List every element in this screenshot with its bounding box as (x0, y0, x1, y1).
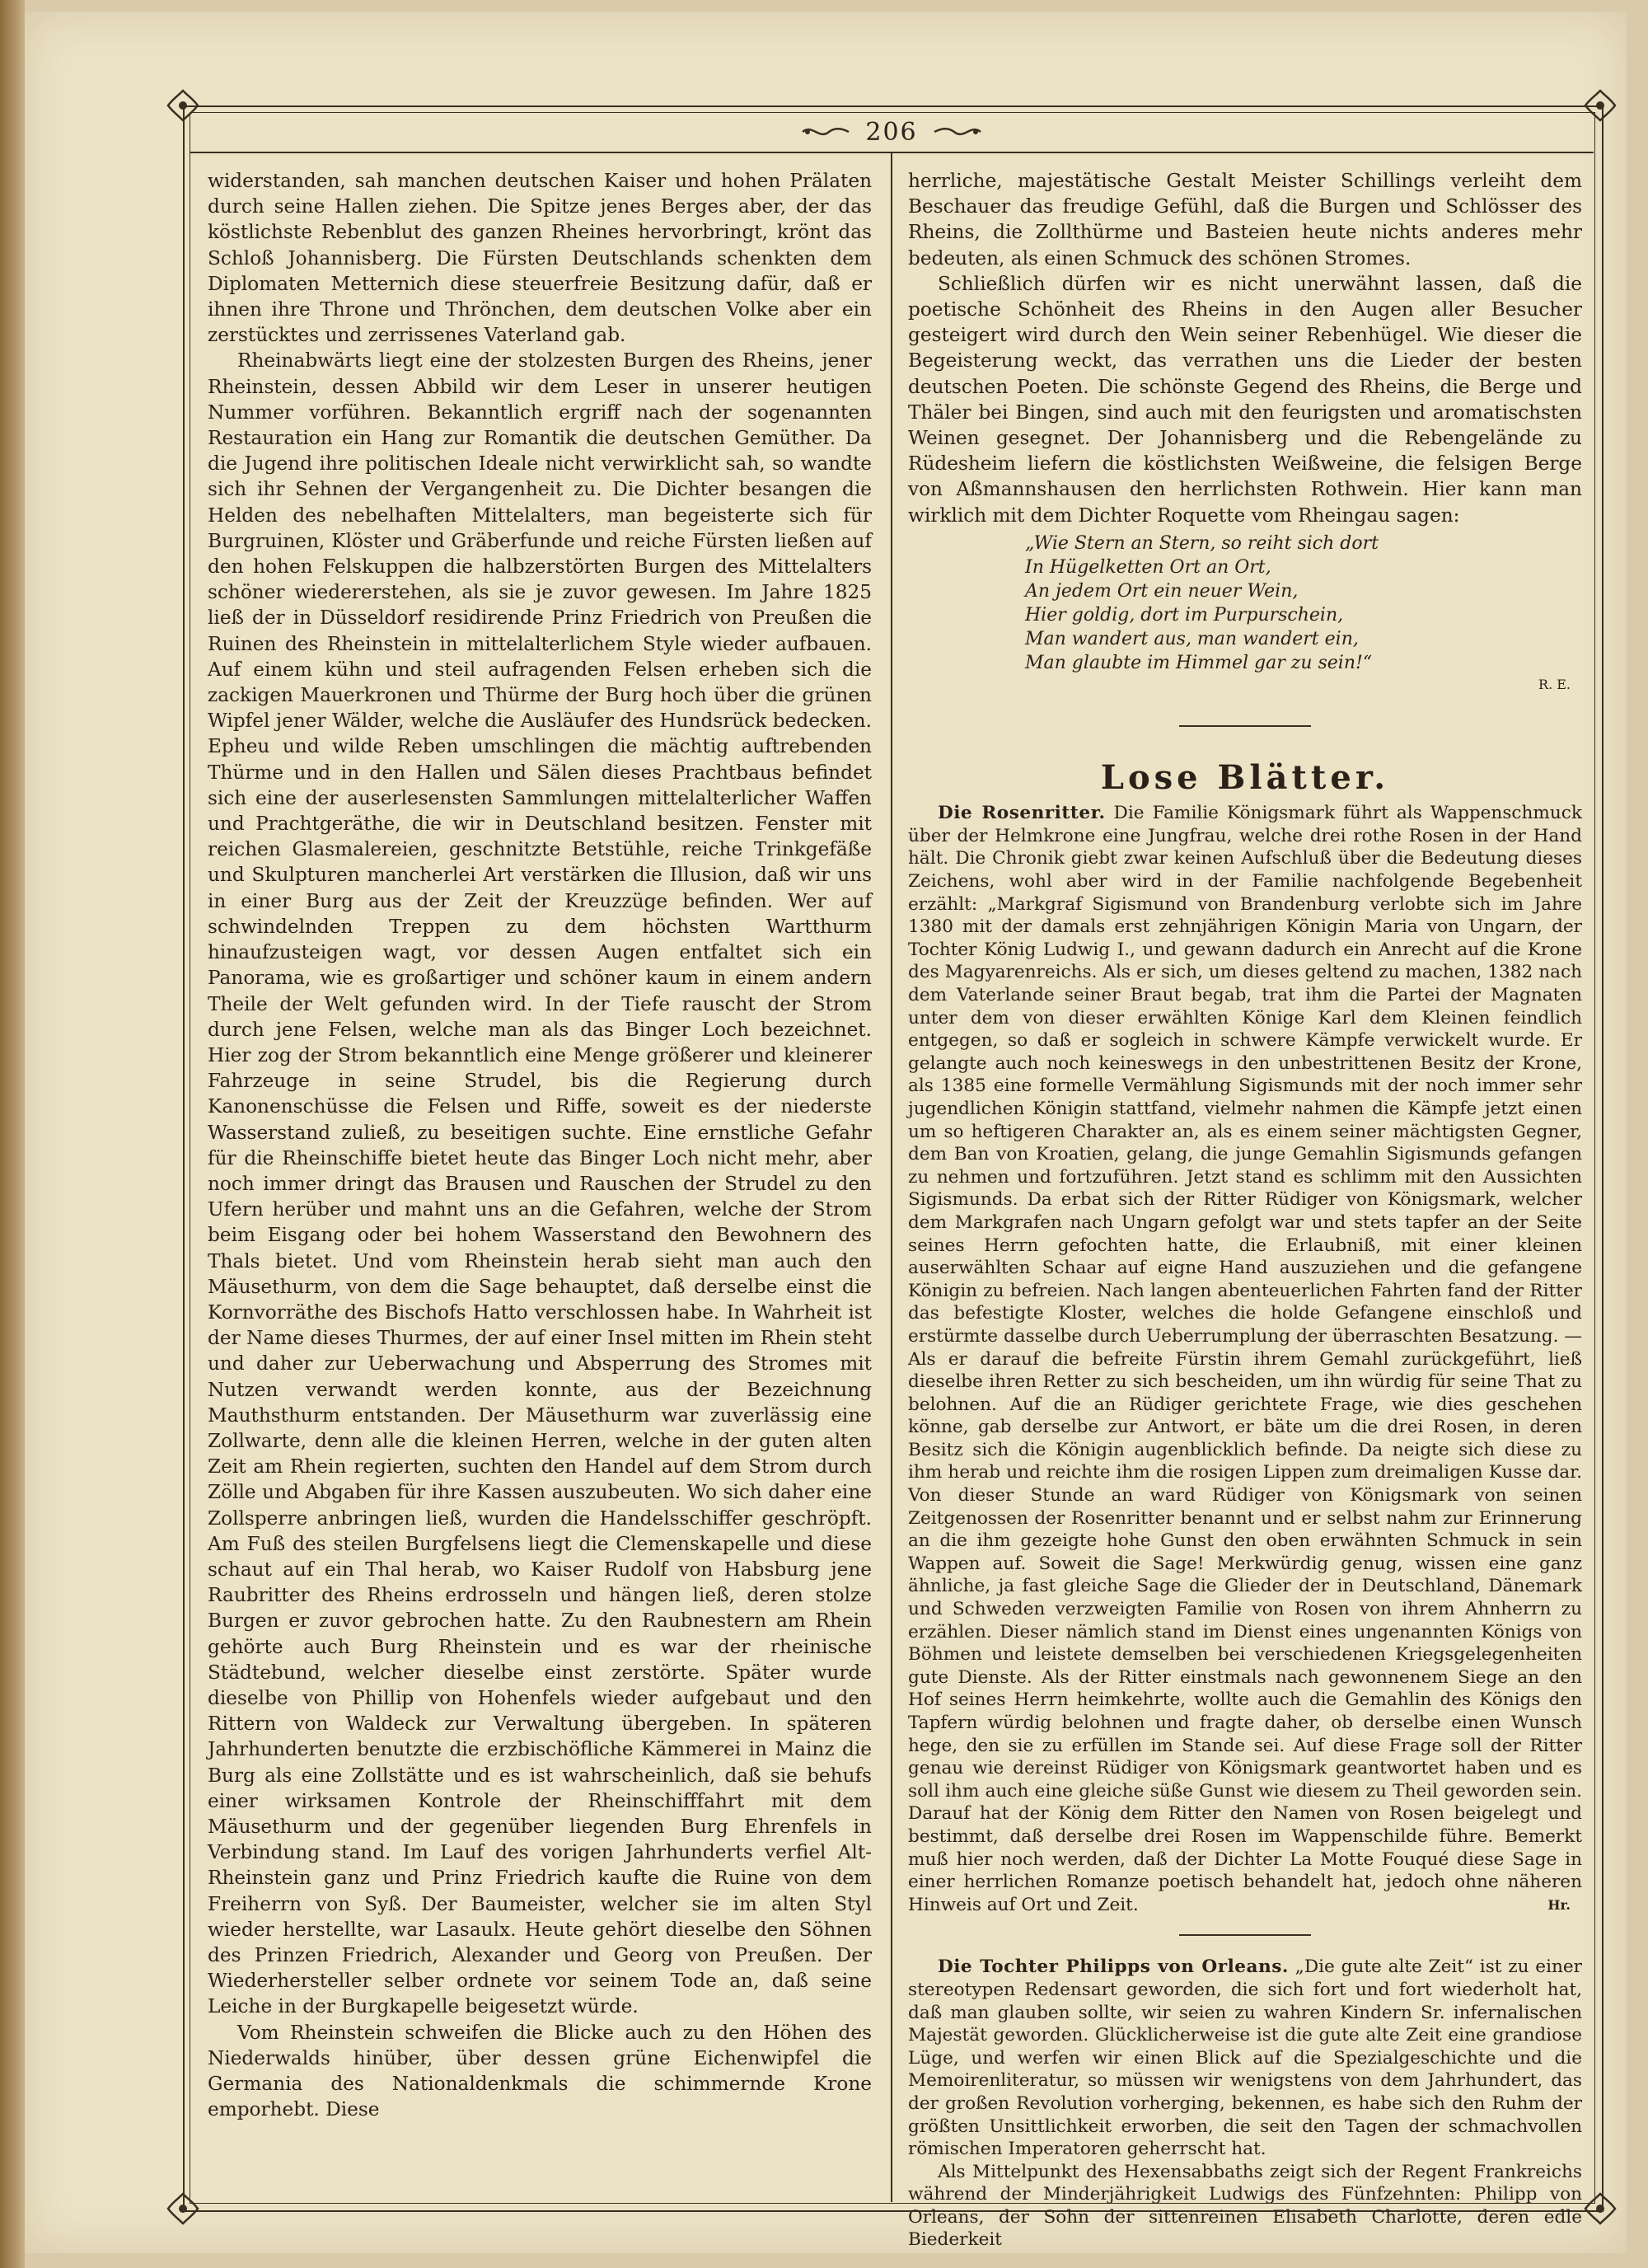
header-flourish-icon (801, 124, 850, 140)
paragraph: Rheinabwärts liegt eine der stolzesten Burgen des Rheins, jener Rheinstein, dessen Abbild wir dem Leser in unserer heutigen Nummer vorführen. Bekanntlich ergriff nach der sogenannten Restauration ein Hang zur Romantik die deutschen Gemüther. Da die Jugend ihre politischen Ideale nicht verwirklicht sah, so wandte sich ihr Sehnen der Vergangenheit zu. Die Dichter besangen die Helden des nebelhaften Mittelalters, man begeisterte sich für Burgruinen, Klöster und Gräberfunde und reiche Fürsten ließen auf den hohen Felskuppen die halbzerstörten Burgen des Mittelalters schöner wiedererstehen, als sie je zuvor gewesen. Im Jahre 1825 ließ der in Düsseldorf residirende Prinz Friedrich von Preußen die Ruinen des Rheinstein in mittelalterlichem Style wieder aufbauen. Auf einem kühn und steil aufragenden Felsen erheben sich die zackigen Mauerkronen und Thürme der Burg hoch über die grünen Wipfel jener Wälder, welche die Ausläufer des Hundsrück bedecken. Epheu und wilde Reben umschlingen die mächtig auftrebenden Thürme und in den Hallen und Sälen dieses Prachtbaus befindet sich eine der auserlesensten Sammlungen mittelalterlicher Waffen und Prachtgeräthe, die wir in Deutschland besitzen. Fenster mit reichen Glasmalereien, geschnitzte Betstühle, reiche Trinkgefäße und Skulpturen mancherlei Art verstärken die Illusion, daß wir uns in einer Burg aus der Zeit der Kreuzzüge befinden. Wer auf schwindelnden Treppen zu dem höchsten Wartthurm hinaufzusteigen wagt, vor dessen Augen entfaltet sich ein Panorama, wie es großartiger und schöner kaum in einem andern Theile der Welt gefunden wird. In der Tiefe rauscht der Strom durch jene Felsen, welche man als das Binger Loch bezeichnet. Hier zog der Strom bekanntlich eine Menge größerer und kleinerer Fahrzeuge in seine Strudel, bis die Regierung durch Kanonenschüsse die Felsen und Riffe, soweit es der niederste Wasserstand zuließ, zu beseitigen suchte. Eine ernstliche Gefahr für die Rheinschiffe bietet heute das Binger Loch nicht mehr, aber noch immer dringt das Brausen und Rauschen der Strudel zu den Ufern herüber und mahnt uns an die Gefahren, welche der Strom beim Eisgang oder bei hohem Wasserstand den Bewohnern des Thals bietet. Und vom Rheinstein herab sieht man auch den Mäusethurm, von dem die Sage behauptet, daß derselbe einst die Kornvorräthe des Bischofs Hatto verschlossen habe. In Wahrheit ist der Name dieses Thurmes, der auf einer Insel mitten im Rhein steht und daher zur Ueberwachung und Absperrung des Stromes mit Nutzen verwandt werden konnte, aus der Bezeichnung Mauthsthurm entstanden. Der Mäusethurm war zuverlässig eine Zollwarte, denn alle die kleinen Herren, welche in der guten alten Zeit am Rhein regierten, suchten den Handel auf dem Strom durch Zölle und Abgaben für ihre Kassen auszubeuten. Wo sich daher eine Zollsperre anbringen ließ, wurden die Handelsschiffer geschröpft. Am Fuß des steilen Burgfelsens liegt die Clemenskapelle und diese schaut auf ein Thal herab, wo Kaiser Rudolf von Habsburg jene Raubritter des Rheins erdrosseln und hängen ließ, deren stolze Burgen er zuvor gebrochen hatte. Zu den Raubnestern am Rhein gehörte auch Burg Rheinstein und es war der rheinische Städtebund, welcher dieselbe einst zerstörte. Später wurde dieselbe von Phillip von Hohenfels wieder aufgebaut und den Rittern von Waldeck zur Verwaltung übergeben. In späteren Jahrhunderten benutzte die erzbischöfliche Kämmerei in Mainz die Burg als eine Zollstätte und es ist wahrscheinlich, daß sie behufs einer wirksamen Kontrole der Rheinschifffahrt mit dem Mäusethurm und der gegenüber liegenden Burg Ehrenfels in Verbindung stand. Im Lauf des vorigen Jahrhunderts verfiel Alt-Rheinstein ganz und Prinz Friedrich kaufte die Ruine von dem Freiherrn von Syß. Der Baumeister, welcher sie im alten Styl wieder herstellte, war Lasaulx. Heute gehört dieselbe den Söhnen des Prinzen Friedrich, Alexander und Georg von Preußen. Der Wiederhersteller selber ordnete vor seinem Tode an, daß seine Leiche in der Burgkapelle beigesetzt würde. (208, 349, 872, 2018)
poem (1025, 532, 1582, 675)
article-tochter (908, 1956, 1582, 2160)
page-number: 206 (865, 117, 918, 147)
article-author: Hr. (1547, 1896, 1571, 1913)
paragraph: herrliche, majestätische Gestalt Meister Schillings verleiht dem Beschauer das freudige Gefühl, daß die Burgen und Schlösser des Rheins, die Zollthürme und Basteien heute nichts anderes mehr bedeuten, als einen Schmuck des schönen Stromes. (908, 170, 1582, 269)
poem-signature: R. E. (1538, 676, 1571, 692)
article-divider (1179, 1934, 1311, 1936)
column-divider (891, 153, 892, 2202)
poem-line: An jedem Ort ein neuer Wein, (1025, 580, 1299, 602)
paragraph: widerstanden, sah manchen deutschen Kaiser und hohen Prälaten durch seine Hallen ziehen. Die Spitze jenes Berges aber, der das köstlichste Rebenblut des ganzen Rheines hervorbringt, krönt das Schloß Johannisberg. Die Fürsten Deutschlands schenkten dem Diplomaten Metternich diese steuerfreie Besitzung dafür, daß er ihnen ihre Throne und Thrönchen, dem deutschen Volke aber ein zerstücktes und zerrissenes Vaterland gab. (208, 170, 872, 347)
header-flourish-icon (933, 124, 982, 140)
poem-line: Hier goldig, dort im Purpurschein, (1025, 604, 1344, 626)
section-title: Lose Blätter. (1100, 758, 1390, 798)
poem-line: „Wie Stern an Stern, so reiht sich dort (1025, 532, 1379, 554)
page-header (190, 112, 1594, 153)
section-divider (1179, 725, 1311, 727)
paragraph: Vom Rheinstein schweifen die Blicke auch zu den Höhen des Niederwalds hinüber, über dessen grüne Eichenwipfel die Germania des Nationaldenkmals die schimmernde Krone emporhebt. Diese (208, 2021, 872, 2121)
article-title: Die Tochter Philipps von Orleans. (938, 1956, 1289, 1978)
article-title: Die Rosenritter. (938, 803, 1106, 824)
corner-ornament-icon (1582, 2191, 1618, 2227)
poem-line: Man glaubte im Himmel gar zu sein!“ (1025, 652, 1373, 673)
poem-line: In Hügelketten Ort an Ort, (1025, 556, 1271, 578)
paragraph: Schließlich dürfen wir es nicht unerwähnt lassen, daß die poetische Schönheit des Rheins in den Augen aller Besucher gesteigert wird durch den Wein seiner Rebenhügel. Wie dieser die Begeisterung weckt, das verrathen uns die Lieder der besten deutschen Poeten. Die schönste Gegend des Rheins, die Berge und Thäler bei Bingen, sind auch mit den feurigsten und aromatischsten Weinen gesegnet. Der Johannisberg und die Rebengelände zu Rüdesheim liefern die köstlichsten Weißweine, die felsigen Berge von Aßmannshausen den herrlichsten Rothwein. Hier kann man wirklich mit dem Dichter Roquette vom Rheingau sagen: (908, 272, 1582, 527)
paragraph: Als Mittelpunkt des Hexensabbaths zeigt sich der Regent Frankreichs während der Minderjährigkeit Ludwigs des Fünfzehnten: Philipp von Orleans, der Sohn der sittenreinen Elisabeth Charlotte, deren edle Biederkeit (908, 2161, 1582, 2251)
article-text: Die Familie Königsmark führt als Wappenschmuck über der Helmkrone eine Jungfrau, welche drei rothe Rosen in der Hand hält. Die Chronik giebt zwar keinen Aufschluß über die Bedeutung dieses Zeichens, wohl aber wird in der Familie nachfolgende Begebenheit erzählt: „Markgraf Sigismund von Brandenburg verlobte sich im Jahre 1380 mit der damals erst zehnjährigen Königin Maria von Ungarn, der Tochter König Ludwig I., und gewann dadurch ein Anrecht auf die Krone des Magyarenreichs. Als er sich, um dieses geltend zu machen, 1382 nach dem Vaterlande seiner Braut begab, trat ihm die Partei der Magnaten unter dem von dieser erwählten Könige Karl dem Kleinen feindlich entgegen, so daß er sogleich in schwere Kämpfe verwickelt wurde. Er gelangte auch noch keineswegs in den unbestrittenen Besitz der Krone, als 1385 eine formelle Vermählung Sigismunds mit der noch immer sehr jugendlichen Königin stattfand, vielmehr nahmen die Kämpfe jetzt einen um so heftigeren Charakter an, als es einem seiner mächtigsten Gegner, dem Ban von Kroatien, gelang, die junge Gemahlin Sigismunds gefangen zu nehmen und fortzuführen. Jetzt stand es schlimm mit den Aussichten Sigismunds. Da erbat sich der Ritter Rüdiger von Königsmark, welcher dem Markgrafen nach Ungarn gefolgt war und stets tapfer an der Seite seines Herrn gefochten hatte, die Erlaubniß, mit einer kleinen auserwählten Schaar auf eigne Hand auszuziehen und die gefangene Königin zu befreien. Nach langen abenteuerlichen Fahrten fand der Ritter das befestigte Kloster, welches die holde Gefangene einschloß und erstürmte dasselbe durch Ueberrumplung der überraschten Besatzung. — Als er darauf die befreite Fürstin ihrem Gemahl zurückgeführt, ließ dieselbe ihren Retter zu sich bescheiden, um ihn würdig für seine That zu belohnen. Auf die an Rüdiger gerichtete Frage, wie dies geschehen könne, gab derselbe zur Antwort, er bäte um die drei Rosen, in deren Besitz sich die Königin augenblicklich befinde. Da neigte sich diese zu ihm herab und reichte ihm die rosigen Lippen zum dreimaligen Kusse dar. Von dieser Stunde an ward Rüdiger von Königsmark von seinen Zeitgenossen der Rosenritter benannt und er selbst nahm zur Erinnerung an die ihm gezeigte hohe Gunst den oben erwähnten Schmuck in sein Wappen auf. Soweit die Sage! Merkwürdig genug, wissen eine ganz ähnliche, ja fast gleiche Sage die Glieder der in Deutschland, Dänemark und Schweden verzweigten Familie von Rosen von ihrem Ahnherrn zu erzählen. Dieser nämlich stand im Dienst eines ungenannten Königs von Böhmen und leistete demselben bei verschiedenen Kriegsgelegenheiten gute Dienste. Als der Ritter einstmals nach gewonnenem Siege an den Hof seines Herrn heimkehrte, wollte auch die Gemahlin des Königs den Tapfern würdig belohnen und fragte daher, ob derselbe einen Wunsch hege, den sie zu erfüllen im Stande sei. Auf diese Frage soll der Ritter genau wie dereinst Rüdiger von Königsmark geantwortet haben und es soll ihm auch eine gleiche süße Gunst wie diesem zu Theil geworden sein. Darauf hat der König dem Ritter den Namen von Rosen beigelegt und bestimmt, daß derselbe drei Rosen im Wappenschilde führe. Bemerkt muß hier noch werden, daß der Dichter La Motte Fouqué diese Sage in einer herrlichen Romanze poetisch behandelt hat, jedoch ohne näheren Hinweis auf Ort und Zeit. (908, 803, 1582, 1915)
article-text: „Die gute alte Zeit“ ist zu einer stereotypen Redensart geworden, die sich fort und fort wiederholt hat, daß man glauben sollte, wir seien zu wahren Kindern Sr. infernalischen Majestät geworden. Glücklicherweise ist die gute alte Zeit eine grandiose Lüge, und werfen wir einen Blick auf die Spezialgeschichte und die Memoirenliteratur, so müssen wir wenigstens von dem Jahrhundert, das der großen Revolution vorherging, bekennen, es habe sich den Ruhm der größten Unsittlichkeit erworben, die seit den Tagen der schmachvollen römischen Imperatoren geherrscht hat. (908, 1956, 1582, 2160)
article-rosenritter (908, 802, 1582, 1916)
right-column (908, 168, 1582, 2252)
corner-ornament-icon (165, 2191, 201, 2227)
poem-line: Man wandert aus, man wandert ein, (1025, 628, 1359, 649)
left-column (208, 168, 872, 2122)
book-spine-edge (0, 0, 25, 2268)
